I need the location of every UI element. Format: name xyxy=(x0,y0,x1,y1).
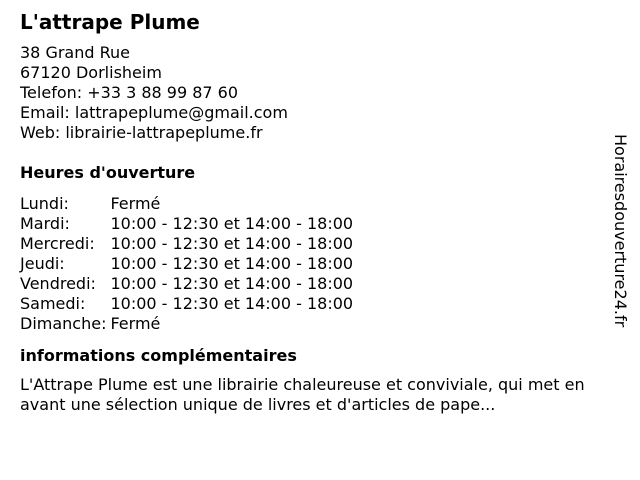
hours-time: Fermé xyxy=(110,194,161,213)
hours-time: 10:00 - 12:30 et 14:00 - 18:00 xyxy=(110,254,354,273)
hours-table xyxy=(20,194,353,334)
phone-line: Telefon: +33 3 88 99 87 60 xyxy=(20,83,239,102)
hours-day: Mardi: xyxy=(20,214,70,233)
hours-row xyxy=(20,274,353,294)
description-text: L'Attrape Plume est une librairie chaleureuse et conviviale, qui met en avant une sélection unique de livres et d'articles de pape... xyxy=(20,375,585,414)
hours-time: 10:00 - 12:30 et 14:00 - 18:00 xyxy=(110,274,354,293)
hours-day: Lundi: xyxy=(20,194,69,213)
hours-time: Fermé xyxy=(110,314,161,333)
address-city: 67120 Dorlisheim xyxy=(20,63,162,82)
hours-day: Samedi: xyxy=(20,294,86,313)
email-line: Email: lattrapeplume@gmail.com xyxy=(20,103,288,122)
hours-day: Jeudi: xyxy=(20,254,65,273)
hours-day: Mercredi: xyxy=(20,234,95,253)
hours-row xyxy=(20,294,353,314)
hours-row xyxy=(20,314,353,334)
hours-row xyxy=(20,214,353,234)
hours-time: 10:00 - 12:30 et 14:00 - 18:00 xyxy=(110,234,354,253)
contact-block xyxy=(20,43,610,143)
hours-time: 10:00 - 12:30 et 14:00 - 18:00 xyxy=(110,294,354,313)
address-street: 38 Grand Rue xyxy=(20,43,130,62)
hours-time: 10:00 - 12:30 et 14:00 - 18:00 xyxy=(110,214,354,233)
business-card xyxy=(20,10,610,415)
hours-row xyxy=(20,194,353,214)
web-line: Web: librairie-lattrapeplume.fr xyxy=(20,123,263,142)
site-watermark: Horairesdouverture24.fr xyxy=(611,134,630,328)
info-heading: informations complémentaires xyxy=(20,346,297,365)
hours-day: Dimanche: xyxy=(20,314,107,333)
hours-row xyxy=(20,254,353,274)
hours-day: Vendredi: xyxy=(20,274,96,293)
hours-heading: Heures d'ouverture xyxy=(20,163,196,182)
hours-row xyxy=(20,234,353,254)
business-name: L'attrape Plume xyxy=(20,10,200,34)
